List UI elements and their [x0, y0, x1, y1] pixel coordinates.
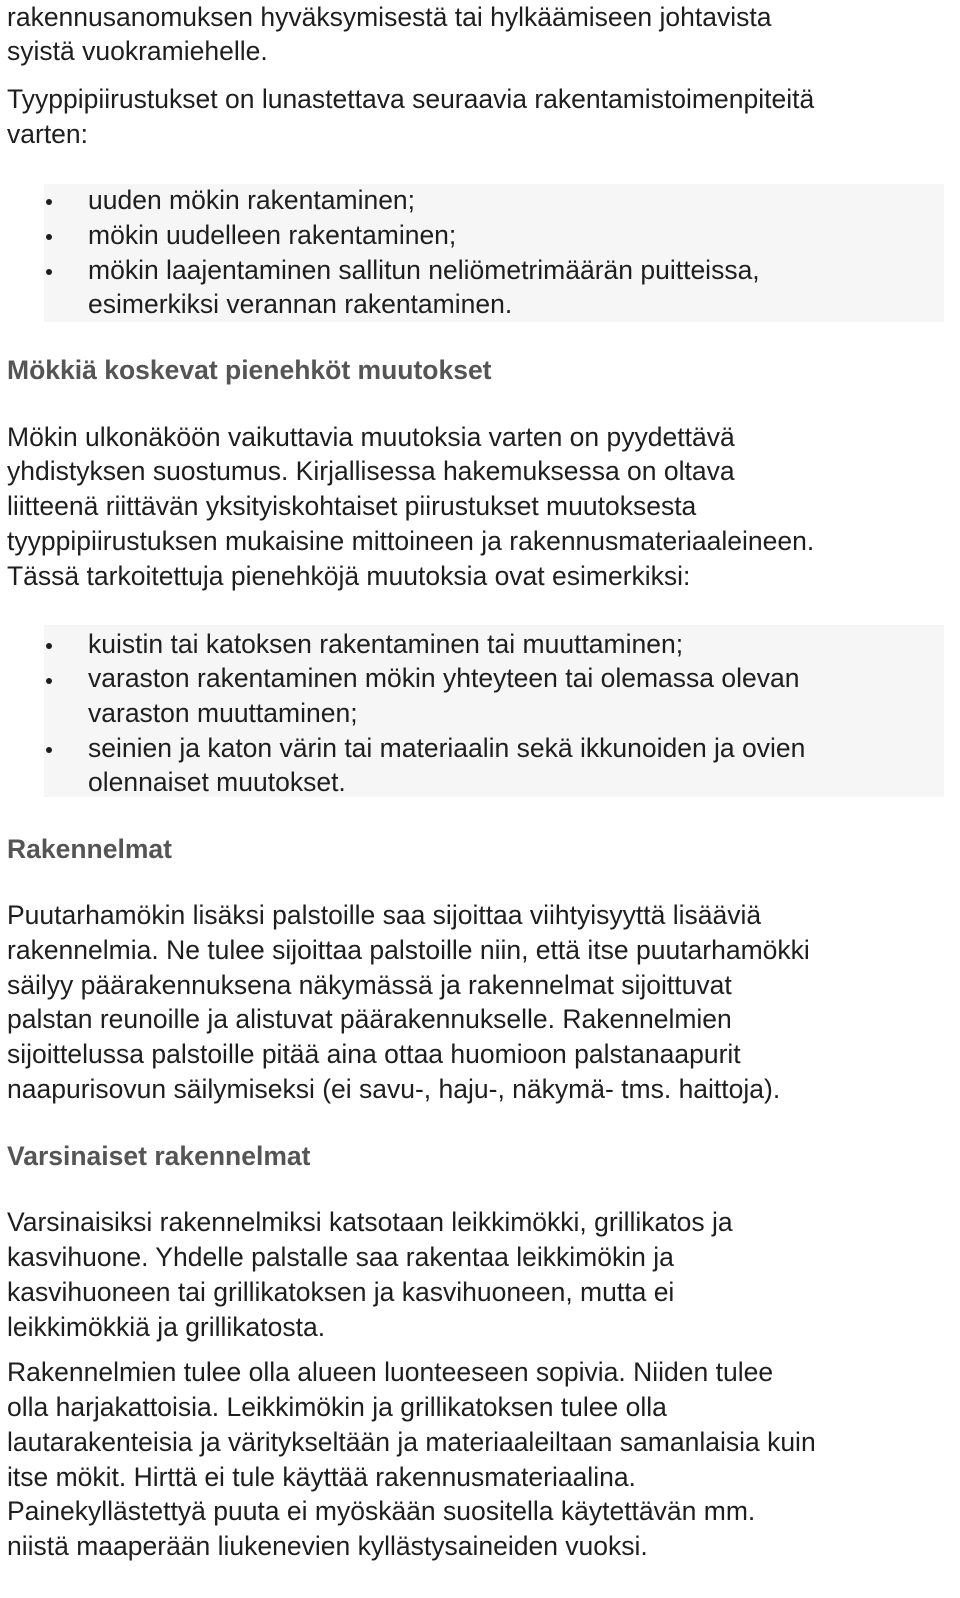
text-line: rakennusanomuksen hyväksymisestä tai hylkäämiseen johtavista: [7, 2, 772, 32]
text-line: syistä vuokramiehelle.: [7, 36, 268, 66]
list-item: mökin uudelleen rakentaminen;: [88, 220, 457, 250]
text-line: tyyppipiirustuksen mukaisine mittoineen ja rakennusmateriaaleineen.: [7, 526, 815, 556]
text-line: Puutarhamökin lisäksi palstoille saa sijoittaa viihtyisyyttä lisääviä: [7, 900, 762, 930]
text-line: kasvihuone. Yhdelle palstalle saa rakentaa leikkimökin ja: [7, 1242, 674, 1272]
text-line: lautarakenteisia ja väritykseltään ja materiaaleiltaan samanlaisia kuin: [7, 1427, 816, 1457]
bullet-icon: [46, 678, 52, 684]
text-line: sijoittelussa palstoille pitää aina ottaa huomioon palstanaapurit: [7, 1039, 741, 1069]
text-line: itse mökit. Hirttä ei tule käyttää rakennusmateriaalina.: [7, 1462, 636, 1492]
text-line: yhdistyksen suostumus. Kirjallisessa hakemuksessa on oltava: [7, 456, 735, 486]
text-line: kasvihuoneen tai grillikatoksen ja kasvihuoneen, mutta ei: [7, 1277, 675, 1307]
text-line: olla harjakattoisia. Leikkimökin ja grillikatoksen tulee olla: [7, 1392, 667, 1422]
text-line: Tyyppipiirustukset on lunastettava seuraavia rakentamistoimenpiteitä: [7, 84, 815, 114]
text-line: palstan reunoille ja alistuvat päärakennukselle. Rakennelmien: [7, 1004, 732, 1034]
list-item-continuation: esimerkiksi verannan rakentaminen.: [88, 289, 513, 319]
text-line: Mökin ulkonäköön vaikuttavia muutoksia varten on pyydettävä: [7, 422, 735, 452]
bullet-icon: [46, 234, 52, 240]
section-heading: Mökkiä koskevat pienehköt muutokset: [7, 355, 492, 385]
section-heading: Varsinaiset rakennelmat: [7, 1141, 311, 1171]
list-item-continuation: olennaiset muutokset.: [88, 767, 346, 797]
text-line: Rakennelmien tulee olla alueen luonteeseen sopivia. Niiden tulee: [7, 1357, 774, 1387]
list-item: varaston rakentaminen mökin yhteyteen tai olemassa olevan: [88, 663, 800, 693]
bullet-icon: [46, 199, 52, 205]
list-item-continuation: varaston muuttaminen;: [88, 698, 358, 728]
text-line: Tässä tarkoitettuja pienehköjä muutoksia ovat esimerkiksi:: [7, 561, 691, 591]
list-item: uuden mökin rakentaminen;: [88, 185, 416, 215]
text-line: rakennelmia. Ne tulee sijoittaa palstoille niin, että itse puutarhamökki: [7, 935, 810, 965]
list-item: seinien ja katon värin tai materiaalin sekä ikkunoiden ja ovien: [88, 733, 806, 763]
text-line: varten:: [7, 119, 89, 149]
bullet-icon: [46, 747, 52, 753]
list-item: mökin laajentaminen sallitun neliömetrimäärän puitteissa,: [88, 255, 760, 285]
bullet-icon: [46, 269, 52, 275]
bullet-icon: [46, 643, 52, 649]
text-line: liitteenä riittävän yksityiskohtaiset piirustukset muutoksesta: [7, 491, 697, 521]
text-line: Painekyllästettyä puuta ei myöskään suositella käytettävän mm.: [7, 1496, 756, 1526]
list-item: kuistin tai katoksen rakentaminen tai muuttaminen;: [88, 629, 684, 659]
text-line: Varsinaisiksi rakennelmiksi katsotaan leikkimökki, grillikatos ja: [7, 1207, 733, 1237]
section-heading: Rakennelmat: [7, 834, 172, 864]
text-line: naapurisovun säilymiseksi (ei savu-, haju-, näkymä- tms. haittoja).: [7, 1074, 781, 1104]
text-line: säilyy päärakennuksena näkymässä ja rakennelmat sijoittuvat: [7, 970, 732, 1000]
text-line: leikkimökkiä ja grillikatosta.: [7, 1312, 326, 1342]
text-line: niistä maaperään liukenevien kyllästysaineiden vuoksi.: [7, 1531, 648, 1561]
